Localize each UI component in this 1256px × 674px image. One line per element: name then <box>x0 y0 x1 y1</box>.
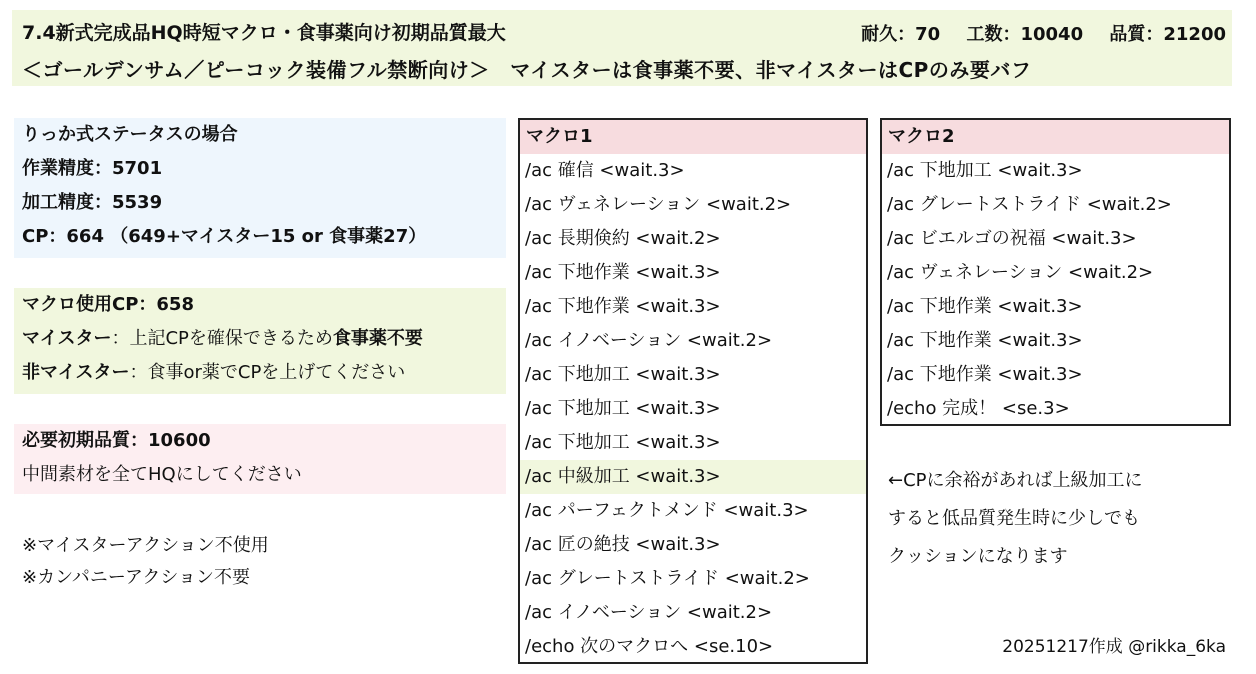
macro-line: /ac グレートストライド <wait.2> <box>525 568 810 589</box>
macro-line: /ac ヴェネレーション <wait.2> <box>525 194 792 215</box>
macro-line: /ac パーフェクトメンド <wait.3> <box>525 500 809 521</box>
durability-stat: 耐久：70 <box>861 24 941 45</box>
macro-line: /ac 下地作業 <wait.3> <box>525 262 721 283</box>
meister-label: マイスター <box>22 328 112 349</box>
title-banner <box>12 10 1232 86</box>
macro-line: /ac ヴェネレーション <wait.2> <box>887 262 1154 283</box>
macro-line: /ac イノベーション <wait.2> <box>525 602 773 623</box>
notes <box>14 530 269 594</box>
status-heading: りっか式ステータスの場合 <box>22 124 238 145</box>
macro2-box <box>880 118 1231 426</box>
page-title: 7.4新式完成品HQ時短マクロ・食事薬向け初期品質最大 <box>22 22 506 44</box>
tip-memo <box>888 462 1143 576</box>
macro-line: /ac 下地加工 <wait.3> <box>887 160 1083 181</box>
macro2-title: マクロ2 <box>882 120 1229 154</box>
meister-note <box>14 322 506 356</box>
memo-line: すると低品質発生時に少しでも <box>888 508 1140 529</box>
note-item: ※カンパニーアクション不要 <box>22 567 251 588</box>
progress-stat: 工数：10040 <box>966 24 1084 45</box>
macro-line: /ac 下地作業 <wait.3> <box>887 330 1083 351</box>
target-stats <box>841 20 1226 46</box>
macro-line: /ac グレートストライド <wait.2> <box>887 194 1172 215</box>
macro-cp: マクロ使用CP：658 <box>22 294 194 315</box>
author-credit: 20251217作成 @rikka_6ka <box>1002 637 1226 657</box>
non-meister-note <box>14 356 506 390</box>
macro-line-highlighted: /ac 中級加工 <wait.3> <box>520 460 866 494</box>
quality-stat: 品質：21200 <box>1109 24 1226 45</box>
macro-line: /ac 下地作業 <wait.3> <box>525 296 721 317</box>
cp-value: CP：664 （649+マイスター15 or 食事薬27） <box>22 226 427 247</box>
required-quality: 必要初期品質：10600 <box>22 430 211 451</box>
macro1-title: マクロ1 <box>520 120 866 154</box>
macro-line: /ac 下地作業 <wait.3> <box>887 364 1083 385</box>
memo-line: クッションになります <box>888 546 1068 567</box>
meister-text: ：上記CPを確保できるため <box>111 328 333 349</box>
macro-line: /echo 完成！ <se.3> <box>887 398 1070 419</box>
craftsmanship-value: 作業精度：5701 <box>22 158 163 179</box>
macro-line: /ac 長期倹約 <wait.2> <box>525 228 721 249</box>
status-panel <box>14 118 506 258</box>
macro-line: /ac 確信 <wait.3> <box>525 160 685 181</box>
quality-note: 中間素材を全てHQにしてください <box>22 464 302 485</box>
meister-emphasis: 食事薬不要 <box>332 328 423 349</box>
quality-panel <box>14 424 506 494</box>
macro-line: /ac 下地加工 <wait.3> <box>525 398 721 419</box>
macro1-box <box>518 118 868 664</box>
non-meister-label: 非マイスター <box>22 362 130 383</box>
macro-line: /echo 次のマクロへ <se.10> <box>525 636 774 657</box>
macro-line: /ac 匠の絶技 <wait.3> <box>525 534 721 555</box>
macro-line: /ac 下地加工 <wait.3> <box>525 432 721 453</box>
cp-panel <box>14 288 506 394</box>
macro-line: /ac ビエルゴの祝福 <wait.3> <box>887 228 1137 249</box>
memo-line: ←CPに余裕があれば上級加工に <box>888 470 1143 491</box>
non-meister-text: ：食事or薬でCPを上げてください <box>129 362 406 383</box>
macro-line: /ac イノベーション <wait.2> <box>525 330 773 351</box>
page-subtitle: ＜ゴールデンサム／ピーコック装備フル禁断向け＞ マイスターは食事薬不要、非マイスターはCPのみ要バフ <box>22 58 1032 82</box>
macro-line: /ac 下地作業 <wait.3> <box>887 296 1083 317</box>
macro-line: /ac 下地加工 <wait.3> <box>525 364 721 385</box>
note-item: ※マイスターアクション不使用 <box>22 535 269 556</box>
control-value: 加工精度：5539 <box>22 192 163 213</box>
